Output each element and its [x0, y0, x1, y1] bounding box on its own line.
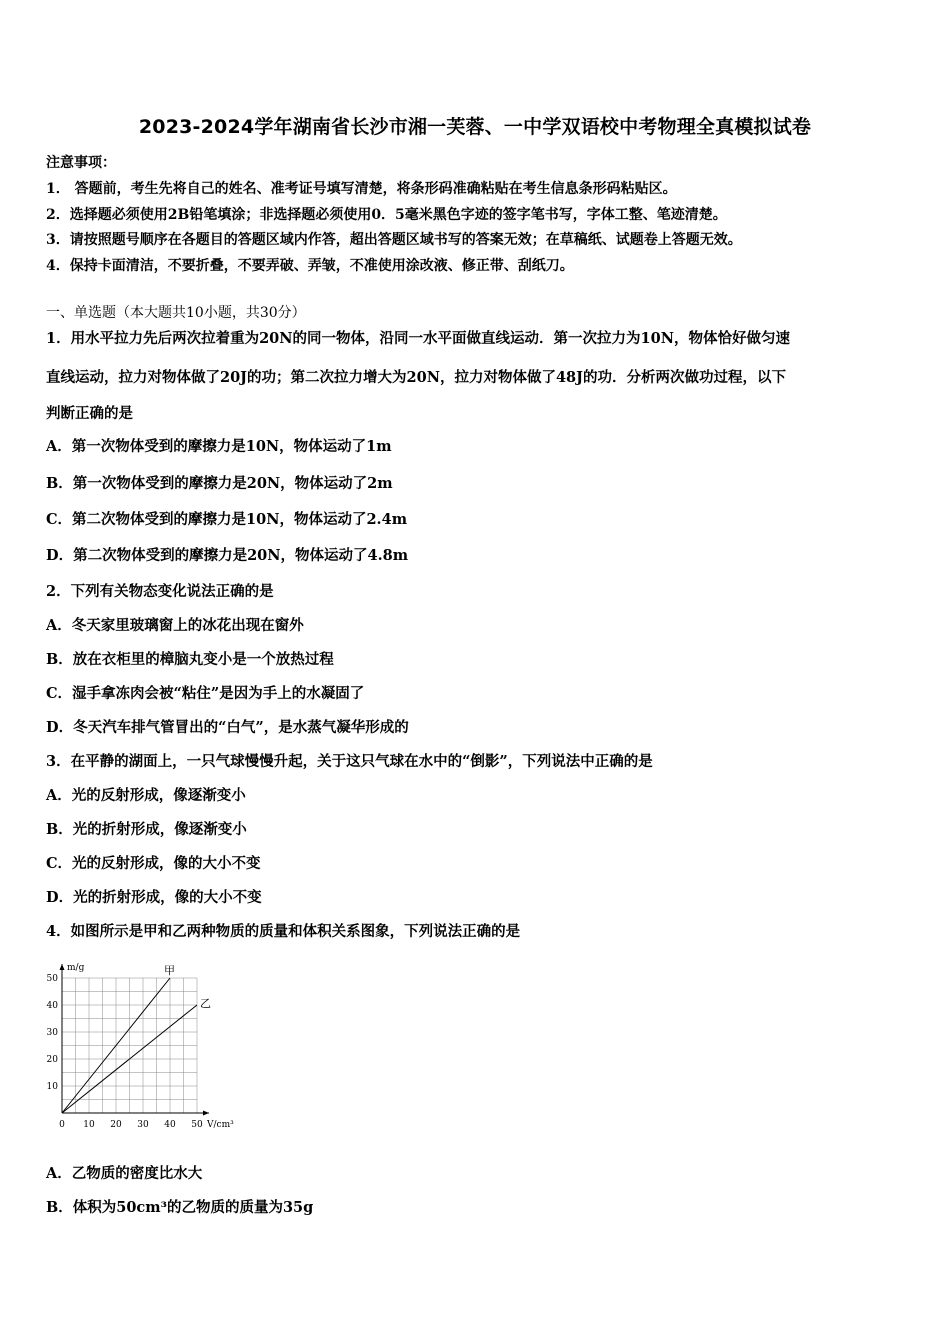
q1-option-a: A．第一次物体受到的摩擦力是10N，物体运动了1m	[46, 438, 392, 455]
page-title: 2023-2024学年湖南省长沙市湘一芙蓉、一中学双语校中考物理全真模拟试卷	[138, 116, 812, 138]
x-tick-label: 30	[137, 1120, 149, 1130]
q1-line-1: 1．用水平拉力先后两次拉着重为20N的同一物体，沿同一水平面做直线运动．第一次拉力为10N，物体恰好做匀速	[46, 330, 790, 347]
q4-option-a: A．乙物质的密度比水大	[46, 1165, 203, 1182]
x-tick-label: 50	[191, 1120, 203, 1130]
notice-item-1: 1． 答题前，考生先将自己的姓名、准考证号填写清楚，将条形码准确粘贴在考生信息条形码粘贴区。	[46, 181, 677, 197]
y-tick-label: 30	[46, 1028, 58, 1038]
q2-option-b: B．放在衣柜里的樟脑丸变小是一个放热过程	[46, 651, 334, 668]
q1-option-b: B．第一次物体受到的摩擦力是20N，物体运动了2m	[46, 475, 393, 492]
q2-option-c: C．湿手拿冻肉会被“粘住”是因为手上的水凝固了	[46, 685, 365, 702]
y-tick-label: 40	[46, 1001, 58, 1011]
x-axis-label: V/cm³	[207, 1120, 234, 1130]
q1-option-c: C．第二次物体受到的摩擦力是10N，物体运动了2.4m	[46, 511, 408, 528]
x-tick-label: 40	[164, 1120, 176, 1130]
y-tick-label: 50	[46, 974, 58, 984]
x-tick-label: 0	[59, 1120, 65, 1130]
notice-item-3: 3．请按照题号顺序在各题目的答题区域内作答，超出答题区域书写的答案无效；在草稿纸、试题卷上答题无效。	[46, 232, 742, 248]
q4-option-b: B．体积为50cm³的乙物质的质量为35g	[46, 1199, 314, 1216]
q3-option-d: D．光的折射形成，像的大小不变	[46, 889, 262, 906]
notice-item-2: 2．选择题必须使用2B铅笔填涂；非选择题必须使用0．5毫米黑色字迹的签字笔书写，字体工整、笔迹清楚。	[46, 207, 727, 223]
q3-stem: 3．在平静的湖面上，一只气球慢慢升起，关于这只气球在水中的“倒影”，下列说法中正确的是	[46, 753, 653, 770]
q1-option-d: D．第二次物体受到的摩擦力是20N，物体运动了4.8m	[46, 547, 409, 564]
section-heading: 一、单选题（本大题共10小题，共30分）	[46, 305, 306, 321]
q2-option-a: A．冬天家里玻璃窗上的冰花出现在窗外	[46, 617, 304, 634]
series-label: 乙	[200, 997, 211, 1010]
y-tick-label: 20	[46, 1055, 58, 1065]
q2-stem: 2．下列有关物态变化说法正确的是	[46, 583, 274, 600]
y-tick-label: 10	[46, 1082, 58, 1092]
q3-option-c: C．光的反射形成，像的大小不变	[46, 855, 261, 872]
mass-volume-chart	[40, 950, 280, 1135]
q4-stem: 4．如图所示是甲和乙两种物质的质量和体积关系图象，下列说法正确的是	[46, 923, 521, 940]
q1-line-3: 判断正确的是	[46, 405, 133, 422]
x-tick-label: 20	[110, 1120, 122, 1130]
notice-heading: 注意事项：	[46, 155, 116, 171]
y-axis-label: m/g	[67, 963, 85, 973]
q1-line-2: 直线运动，拉力对物体做了20J的功；第二次拉力增大为20N，拉力对物体做了48J的功．分析两次做功过程，以下	[46, 369, 787, 386]
q2-option-d: D．冬天汽车排气管冒出的“白气”，是水蒸气凝华形成的	[46, 719, 409, 736]
q3-option-a: A．光的反射形成，像逐渐变小	[46, 787, 246, 804]
notice-item-4: 4．保持卡面清洁，不要折叠，不要弄破、弄皱，不准使用涂改液、修正带、刮纸刀。	[46, 258, 574, 274]
x-tick-label: 10	[83, 1120, 95, 1130]
q3-option-b: B．光的折射形成，像逐渐变小	[46, 821, 247, 838]
x-axis-arrow	[203, 1111, 209, 1116]
y-axis-arrow	[60, 964, 65, 970]
series-label: 甲	[164, 964, 175, 977]
